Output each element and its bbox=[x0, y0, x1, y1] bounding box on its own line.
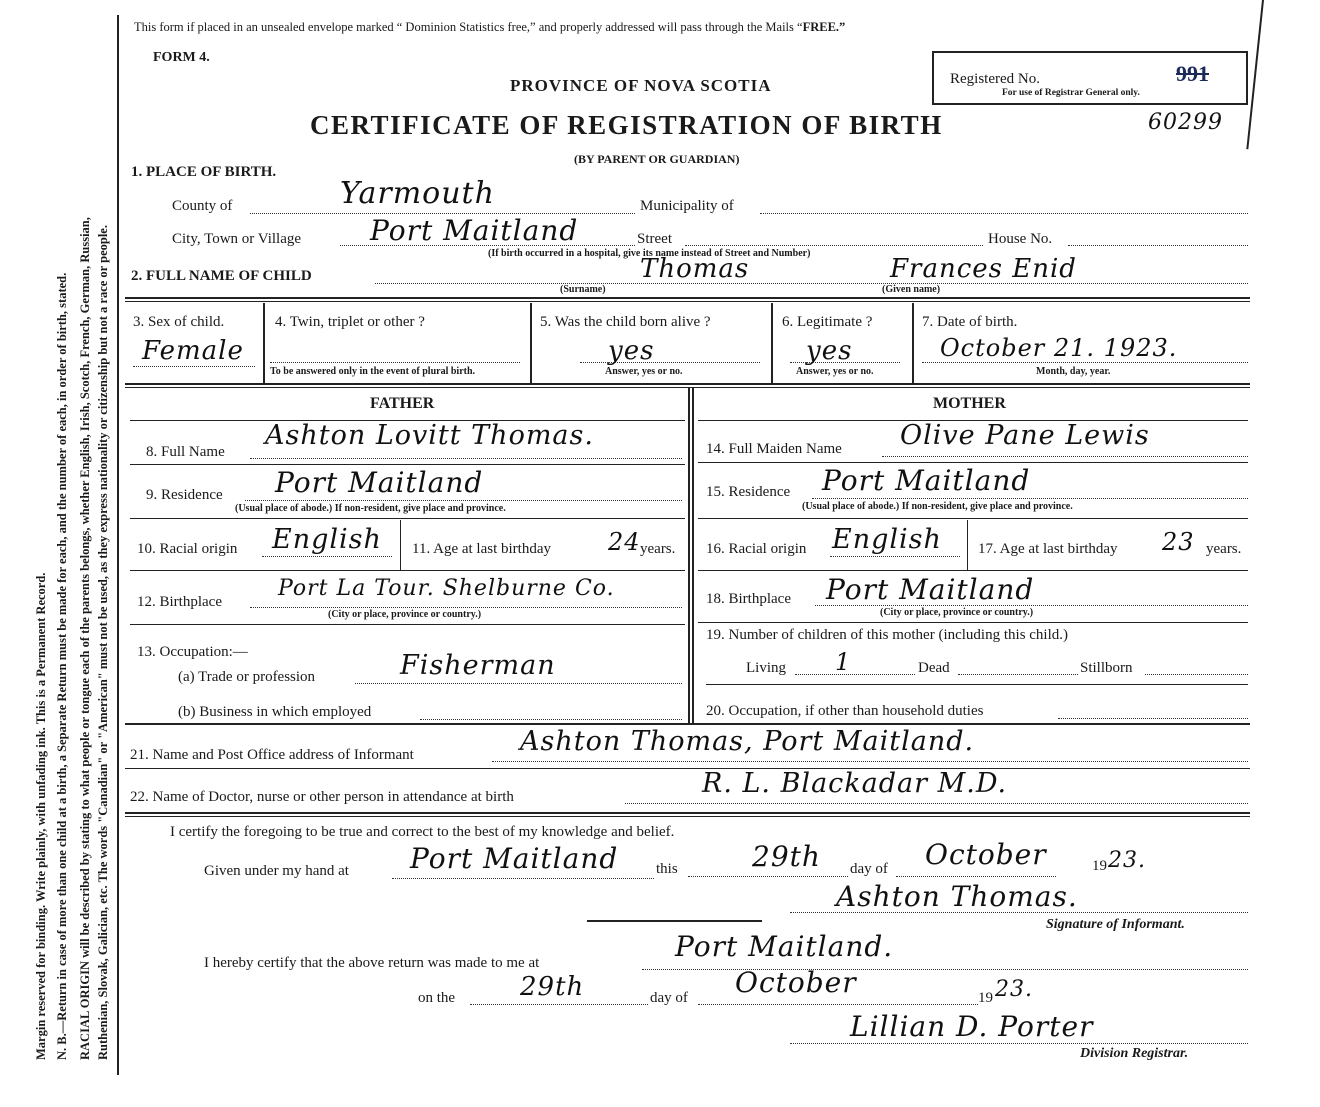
mail-notice-free: FREE.” bbox=[802, 20, 846, 34]
certificate-title: CERTIFICATE OF REGISTRATION OF BIRTH bbox=[310, 110, 943, 140]
registrar-note: For use of Registrar General only. bbox=[1002, 88, 1140, 98]
divider-1b bbox=[125, 301, 1250, 302]
return-dayof-label: day of bbox=[650, 990, 688, 1006]
divider-4 bbox=[125, 812, 1250, 814]
father-racial-label: 10. Racial origin bbox=[137, 541, 238, 557]
father-residence-line bbox=[245, 500, 682, 501]
dob-value: October 21. 1923. bbox=[940, 334, 1178, 362]
informant-signature-caption: Signature of Informant. bbox=[1046, 917, 1185, 932]
father-occupation-label: 13. Occupation:— bbox=[137, 644, 248, 660]
mail-notice bbox=[134, 20, 845, 35]
father-birthplace-note: (City or place, province or country.) bbox=[328, 609, 482, 620]
mother-row-sep-3 bbox=[698, 570, 1248, 571]
mother-age-value: 23 bbox=[1162, 528, 1195, 556]
child-surname-value: Thomas bbox=[640, 254, 750, 284]
mother-birthplace-value: Port Maitland bbox=[826, 573, 1035, 606]
parents-divider-right bbox=[692, 388, 694, 723]
county-label: County of bbox=[172, 198, 233, 214]
alive-label: 5. Was the child born alive ? bbox=[540, 314, 711, 330]
house-label: House No. bbox=[988, 231, 1053, 247]
legit-note: Answer, yes or no. bbox=[796, 366, 874, 377]
father-trade-line bbox=[355, 683, 682, 684]
alive-note: Answer, yes or no. bbox=[605, 366, 683, 377]
mother-racial-value: English bbox=[832, 524, 942, 555]
informant-sep bbox=[125, 768, 1250, 769]
living-value: 1 bbox=[835, 648, 852, 676]
mother-row-sep-4 bbox=[698, 622, 1248, 623]
dayof-label: day of bbox=[850, 861, 888, 877]
sex-label: 3. Sex of child. bbox=[133, 314, 225, 330]
father-name-value: Ashton Lovitt Thomas. bbox=[265, 420, 594, 451]
mother-birthplace-label: 18. Birthplace bbox=[706, 591, 791, 607]
parents-divider-left bbox=[688, 388, 690, 723]
father-age-label: 11. Age at last birthday bbox=[412, 541, 551, 557]
this-label: this bbox=[656, 861, 678, 877]
return-place-value: Port Maitland. bbox=[675, 930, 894, 963]
handwritten-number: 60299 bbox=[1148, 110, 1223, 135]
given-month-value: October bbox=[925, 838, 1047, 871]
mother-name-line bbox=[882, 456, 1248, 457]
margin-note-binding: Margin reserved for binding. Write plainly, with unfading ink. This is a Permanent Record. bbox=[34, 572, 48, 1060]
margin-note-multiple-births: N. B.—Return in case of more than one child at a birth, a Separate Return must be made for each, and the number of each, in order of birth, stated. bbox=[55, 272, 69, 1060]
divider-4b bbox=[125, 816, 1250, 817]
father-birthplace-label: 12. Birthplace bbox=[137, 594, 222, 610]
divider-2 bbox=[125, 383, 1250, 385]
divider-1 bbox=[125, 297, 1250, 299]
return-year-value: 23. bbox=[995, 977, 1033, 1002]
mother-residence-note: (Usual place of abode.) If non-resident, give place and province. bbox=[802, 501, 1073, 512]
legit-value: yes bbox=[806, 336, 853, 366]
certify-statement: I certify the foregoing to be true and correct to the best of my knowledge and belief. bbox=[170, 824, 675, 840]
mother-row-sep-5 bbox=[706, 684, 1248, 685]
mother-age-suffix: years. bbox=[1206, 541, 1242, 557]
father-residence-note: (Usual place of abode.) If non-resident, give place and province. bbox=[235, 503, 506, 514]
form-right-border bbox=[1246, 0, 1264, 149]
legit-line bbox=[790, 362, 900, 363]
registered-label: Registered No. bbox=[950, 71, 1040, 87]
father-age-sep bbox=[400, 520, 401, 570]
mother-row-sep-1 bbox=[698, 462, 1248, 463]
father-row-sep-3 bbox=[130, 570, 685, 571]
dead-label: Dead bbox=[918, 660, 950, 676]
father-age-value: 24 bbox=[608, 528, 641, 556]
return-month-value: October bbox=[735, 966, 857, 999]
child-name-label: 2. FULL NAME OF CHILD bbox=[131, 268, 312, 284]
doctor-line bbox=[625, 803, 1248, 804]
given-day-value: 29th bbox=[752, 840, 821, 873]
form-left-border bbox=[117, 15, 119, 1075]
informant-short-line bbox=[587, 920, 762, 922]
return-place-line bbox=[642, 969, 1248, 970]
mother-residence-value: Port Maitland bbox=[822, 464, 1031, 497]
house-line bbox=[1068, 245, 1248, 246]
form-number: FORM 4. bbox=[153, 50, 210, 65]
divider-3 bbox=[125, 723, 1250, 725]
mother-row-sep-2 bbox=[698, 518, 1248, 519]
street-label: Street bbox=[637, 231, 672, 247]
alive-line bbox=[580, 362, 760, 363]
father-row-sep-1 bbox=[130, 464, 685, 465]
father-residence-value: Port Maitland bbox=[275, 466, 484, 499]
father-trade-value: Fisherman bbox=[400, 650, 556, 681]
given-place-value: Port Maitland bbox=[410, 842, 619, 875]
dob-line bbox=[922, 362, 1248, 363]
father-name-line bbox=[250, 458, 682, 459]
municipality-line bbox=[760, 213, 1248, 214]
mother-children-label: 19. Number of children of this mother (including this child.) bbox=[706, 627, 1069, 643]
given-year-prefix: 19 bbox=[1092, 858, 1107, 874]
father-racial-line bbox=[262, 556, 392, 557]
mother-age-label: 17. Age at last birthday bbox=[978, 541, 1118, 557]
margin-note-racial-origin-cont: Ruthenian, Slovak, Galician, etc. The words "Canadian" or "American" must not be used, as they express nationality or citizenship but not a race or people. bbox=[96, 225, 110, 1060]
informant-label: 21. Name and Post Office address of Informant bbox=[130, 747, 414, 763]
sex-value: Female bbox=[142, 336, 244, 366]
mother-racial-line bbox=[830, 556, 960, 557]
certificate-subtitle: (BY PARENT OR GUARDIAN) bbox=[574, 152, 740, 166]
given-label: Given under my hand at bbox=[204, 863, 349, 879]
given-day-line bbox=[688, 876, 848, 877]
col-sep-5 bbox=[771, 303, 773, 383]
city-label: City, Town or Village bbox=[172, 231, 302, 247]
father-business-line bbox=[420, 719, 682, 720]
doctor-label: 22. Name of Doctor, nurse or other person in attendance at birth bbox=[130, 789, 514, 805]
child-given-value: Frances Enid bbox=[890, 254, 1077, 284]
place-of-birth-label: 1. PLACE OF BIRTH. bbox=[131, 164, 277, 180]
informant-signature-line bbox=[790, 912, 1248, 913]
father-row-sep-2 bbox=[130, 518, 685, 519]
twin-note: To be answered only in the event of plural birth. bbox=[270, 366, 476, 377]
onthe-label: on the bbox=[418, 990, 456, 1006]
father-birthplace-line bbox=[250, 607, 682, 608]
informant-line bbox=[492, 761, 1248, 762]
return-day-line bbox=[470, 1004, 648, 1005]
hospital-note: (If birth occurred in a hospital, give its name instead of Street and Number) bbox=[488, 248, 811, 259]
legit-label: 6. Legitimate ? bbox=[782, 314, 873, 330]
mother-birthplace-line bbox=[815, 605, 1248, 606]
father-residence-label: 9. Residence bbox=[146, 487, 223, 503]
father-racial-value: English bbox=[272, 524, 382, 555]
mother-heading: MOTHER bbox=[933, 395, 1006, 412]
mother-residence-label: 15. Residence bbox=[706, 484, 791, 500]
father-name-label: 8. Full Name bbox=[146, 444, 225, 460]
dob-label: 7. Date of birth. bbox=[922, 314, 1018, 330]
informant-value: Ashton Thomas, Port Maitland. bbox=[520, 726, 975, 757]
father-business-label: (b) Business in which employed bbox=[178, 704, 372, 720]
dead-line bbox=[958, 674, 1078, 675]
given-month-line bbox=[896, 876, 1056, 877]
father-birthplace-value: Port La Tour. Shelburne Co. bbox=[278, 576, 615, 601]
mother-birthplace-note: (City or place, province or country.) bbox=[880, 607, 1034, 618]
mother-age-sep bbox=[967, 520, 968, 570]
father-trade-label: (a) Trade or profession bbox=[178, 669, 316, 685]
mother-name-label: 14. Full Maiden Name bbox=[706, 441, 842, 457]
col-sep-3 bbox=[263, 303, 265, 383]
informant-signature: Ashton Thomas. bbox=[836, 880, 1078, 913]
city-value: Port Maitland bbox=[370, 214, 579, 247]
given-year-value: 23. bbox=[1108, 848, 1146, 873]
living-label: Living bbox=[746, 660, 786, 676]
father-heading: FATHER bbox=[370, 395, 435, 412]
return-label: I hereby certify that the above return was made to me at bbox=[204, 955, 540, 971]
mother-occupation-line bbox=[1058, 718, 1248, 719]
registrar-signature: Lillian D. Porter bbox=[850, 1010, 1094, 1043]
stillborn-label: Stillborn bbox=[1080, 660, 1133, 676]
mother-residence-line bbox=[812, 498, 1248, 499]
registrar-caption: Division Registrar. bbox=[1080, 1046, 1189, 1061]
municipality-label: Municipality of bbox=[640, 198, 734, 214]
return-year-prefix: 19 bbox=[978, 990, 993, 1006]
mother-name-value: Olive Pane Lewis bbox=[900, 420, 1150, 451]
child-name-line bbox=[375, 283, 1248, 284]
given-place-line bbox=[392, 878, 654, 879]
doctor-value: R. L. Blackadar M.D. bbox=[702, 768, 1008, 799]
mother-racial-label: 16. Racial origin bbox=[706, 541, 807, 557]
father-row-sep-4 bbox=[130, 624, 685, 625]
col-sep-6 bbox=[912, 303, 914, 383]
twin-label: 4. Twin, triplet or other ? bbox=[275, 314, 425, 330]
alive-value: yes bbox=[608, 336, 655, 366]
return-day-value: 29th bbox=[520, 972, 585, 1002]
return-month-line bbox=[698, 1004, 978, 1005]
father-age-suffix: years. bbox=[640, 541, 676, 557]
mail-notice-text: This form if placed in an unsealed envelope marked “ Dominion Statistics free,” and properly addressed will pass through the Mails “ bbox=[134, 20, 803, 34]
twin-line bbox=[270, 362, 520, 363]
registered-number: 991 bbox=[1176, 61, 1209, 86]
surname-caption: (Surname) bbox=[560, 284, 606, 295]
given-caption: (Given name) bbox=[882, 284, 941, 295]
sex-line bbox=[133, 366, 255, 367]
registered-box bbox=[932, 51, 1248, 105]
street-line bbox=[685, 245, 983, 246]
col-sep-4 bbox=[530, 303, 532, 383]
province-title: PROVINCE OF NOVA SCOTIA bbox=[510, 76, 772, 95]
mother-occupation-label: 20. Occupation, if other than household duties bbox=[706, 703, 984, 719]
living-line bbox=[795, 674, 915, 675]
county-value: Yarmouth bbox=[340, 176, 495, 211]
registrar-signature-line bbox=[790, 1043, 1248, 1044]
margin-note-racial-origin: RACIAL ORIGIN will be described by stating to what people or tongue each of the parents belongs, whether English, Irish, Scotch, French, German, Russian, bbox=[78, 217, 92, 1060]
stillborn-line bbox=[1145, 674, 1248, 675]
dob-note: Month, day, year. bbox=[1036, 366, 1111, 377]
